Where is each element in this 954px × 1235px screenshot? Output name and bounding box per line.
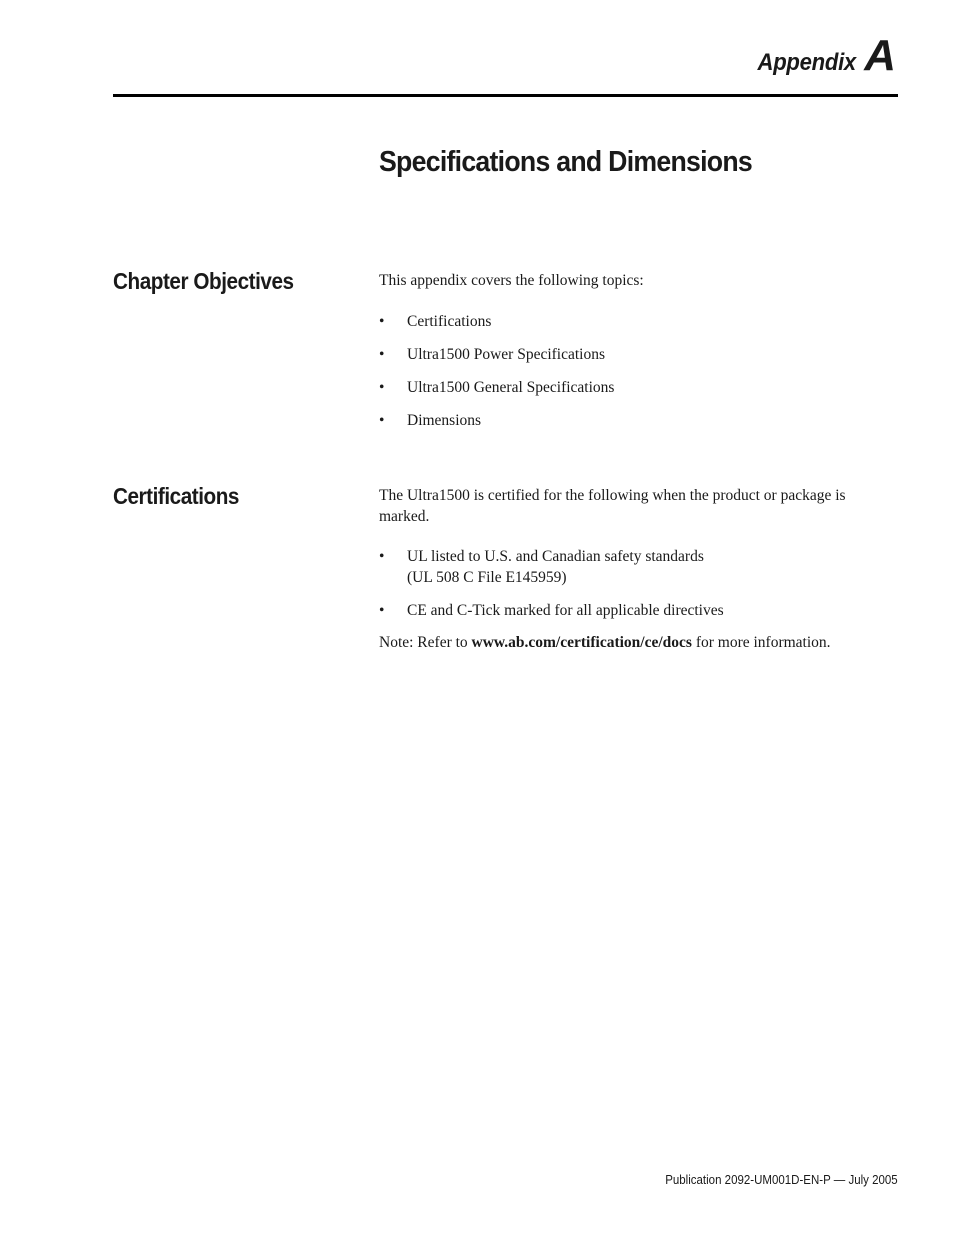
list-item (379, 600, 899, 621)
list-item (379, 410, 899, 431)
bullet-icon: • (379, 379, 385, 396)
page-title: Specifications and Dimensions (379, 146, 753, 178)
list-item-text: Ultra1500 General Specifications (407, 379, 615, 396)
appendix-label: Appendix (757, 49, 857, 76)
chapter-objectives-heading: Chapter Objectives (113, 268, 294, 294)
note-suffix: for more information. (691, 634, 831, 651)
list-item (379, 377, 899, 398)
list-item-text: Dimensions (407, 412, 482, 429)
bullet-icon: • (379, 548, 385, 565)
bullet-icon: • (379, 412, 385, 429)
appendix-header (749, 31, 896, 80)
objectives-list (379, 311, 899, 431)
list-item (379, 344, 899, 365)
bullet-icon: • (379, 602, 385, 619)
note-prefix: Note: Refer to (379, 634, 472, 651)
certification-note (379, 632, 899, 653)
certification-link[interactable]: www.ab.com/certification/ce/docs (471, 634, 692, 651)
list-item (379, 546, 899, 588)
appendix-letter: A (864, 31, 896, 80)
certifications-intro: The Ultra1500 is certified for the following when the product or package is marked. (379, 487, 846, 525)
bullet-icon: • (379, 313, 385, 330)
publication-footer: Publication 2092-UM001D-EN-P — July 2005 (665, 1173, 898, 1187)
certifications-list (379, 546, 899, 621)
certifications-heading: Certifications (113, 483, 239, 509)
list-item-text: CE and C-Tick marked for all applicable directives (407, 602, 724, 619)
list-item (379, 311, 899, 332)
objectives-intro: This appendix covers the following topics: (379, 272, 644, 289)
header-rule (113, 94, 898, 97)
list-item-text: UL listed to U.S. and Canadian safety standards (407, 548, 704, 565)
list-item-text: Certifications (407, 313, 492, 330)
bullet-icon: • (379, 346, 385, 363)
list-item-subtext: (UL 508 C File E145959) (407, 569, 567, 586)
list-item-text: Ultra1500 Power Specifications (407, 346, 606, 363)
